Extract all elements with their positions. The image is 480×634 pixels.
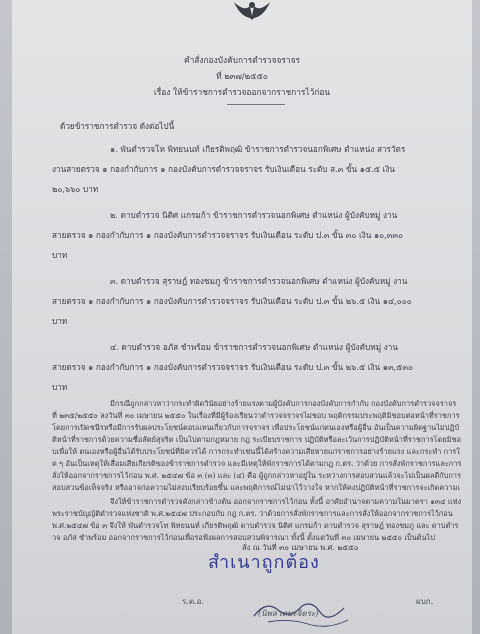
signature-name: (นิพล เตมะจิตระ) [258, 609, 319, 618]
rank-left: ร.ต.อ. [182, 597, 204, 606]
position-right: ผบก. [416, 597, 434, 606]
certified-copy-stamp: สำเนาถูกต้อง [208, 552, 320, 573]
item-3-line1: ๓. ดาบตำรวจ สุราษฎ์ ทองชมภู ข้าราชการตำรวจนอกพิเศษ ตำแหน่ง ผู้บังคับหมู่ งาน [110, 276, 408, 286]
item-4-line3: บาท [52, 382, 68, 392]
item-2-line3: บาท [52, 250, 68, 260]
header-divider [227, 104, 285, 105]
item-1-line3: ๒๐,๖๖๐ บาท [52, 184, 99, 194]
order-number: ที่ ๒๓๗/๒๕๕๐ [216, 71, 268, 81]
paragraph-order: จึงให้ข้าราชการตำรวจดังกล่าวข้างต้น ออกจากราชการไว้ก่อน ทั้งนี้ อาศัยอำนาจตามความในมาตรา ๑๓๔ แห่งพระราชบัญญัติตำรวจแห่งชาติ พ.ศ.๒๕๔๗ ประกอบกับ กฎ ก.ตร. ว่าด้วยการสั่งพักราชการและการสั่งให้ออกจากราชการไว้ก่อน พ.ศ.๒๕๔๗ ข้อ ๓ จึงให้ พันตำรวจโท พิทยนนท์ เกียรติพฤฒิ ดาบตำรวจ นิติศ แกรมก้า ดาบตำรวจ สุราษฎ์ ทองชมภู และ ดาบตำรวจ อภัส ชำพร้อม ออกจากราชการไว้ก่อนเพื่อรอฟังผลการสอบสวนพิจารณา ทั้งนี้ ตั้งแต่วันที่ ๓๐ เมษายน ๒๕๕๐ เป็นต้นไป [52, 497, 462, 542]
item-4-line2: สายตรวจ ๑ กองกำกับการ ๑ กองบังคับการตำรวจจราจร รับเงินเดือน ระดับ ป.๓ ขั้น ๒๖.๕ เงิน ๑๓,๕๓๐ [52, 362, 413, 372]
order-subject: เรื่อง ให้ข้าราชการตำรวจออกจากราชการไว้ก่อน [153, 87, 331, 97]
item-2-line2: สายตรวจ ๑ กองกำกับการ ๑ กองบังคับการตำรวจจราจร รับเงินเดือน ระดับ ป.๓ ขั้น ๓๐ เงิน ๑๐,๓๓๐ [52, 230, 403, 240]
item-1-line1: ๑. พันตำรวจโท พิทยนนท์ เกียรติพฤฒิ ข้าราชการตำรวจนอกพิเศษ ตำแหน่ง สารวัตร [110, 144, 406, 154]
intro-text: ด้วยข้าราชการตำรวจ ดังต่อไปนี้ [60, 121, 175, 131]
date-line: สั่ง ณ วันที่ ๓๐ เมษายน พ.ศ. ๒๕๕๐ [242, 543, 359, 552]
paragraph-allegation: มีกรณีถูกกล่าวหาว่ากระทำผิดวินัยอย่างร้ายแรงตามผู้บังคับการกองบังคับการกำกับ กองบังคับการตำรวจจราจร ที่ ๒๓๕/๒๕๕๐ ลงวันที่ ๓๐ เมษายน ๒๕๕๐ ในเรื่องที่มีผู้ร้องเรียนว่าตำรวจจราจรไม่ชอบ พฤติกรรมประพฤติมิชอบต่อหน้าที่ราชการโดยการเปิดชนีรหรือมีการรับผลประโยชน์ตอบแทนเกี่ยวกับการจราจร เพื่อประโยชน์แก่ตนเองหรือผู้อื่น อันเป็นความผิดฐานไม่ปฏิบัติหน้าที่ราชการด้วยความซื่อสัตย์สุจริต เป็นไปตามกฎหมาย กฎ ระเบียบราชการ ปฏิบัติหรือละเว้นการปฏิบัติหน้าที่ราชการโดยมิชอบเพื่อให้ ตนเองหรือผู้อื่นได้รับประโยชน์ที่มิควรได้ การกระทำเช่นนี้ได้สร้างความเสียหายแก่ราชการอย่างร้ายแรง และกระทำ การใด ๆ อันเป็นเหตุให้เสื่อมเสียเกียรติของข้าราชการตำรวจ และมีเหตุให้พักราชการได้ตามกฎ ก.ตร. ว่าด้วย การสั่งพักราชการและการสั่งให้ออกจากราชการไว้ก่อน พ.ศ. ๒๕๔๗ ข้อ ๓ (๓) และ (๔) คือ ผู้ถูกกล่าวหาอยู่ใน ระหว่างการสอบสวนแล้วจะไม่เป็นผลดีกับการสอบสวนข้อเท็จจริง หรืออาจก่อความไม่สงบเรียบร้อยขึ้น และพฤติการณ์ไม่น่าไว้วางใจ หากให้คงปฏิบัติหน้าที่ราชการจะเกิดความเ [52, 399, 462, 492]
item-3-line2: สายตรวจ ๑ กองกำกับการ ๑ กองบังคับการตำรวจจราจร รับเงินเดือน ระดับ ป.๓ ขั้น ๒๖.๕ เงิน ๑๔,๐๐๐ [52, 296, 412, 306]
item-2-line1: ๒. ดาบตำรวจ นิติศ แกรมก้า ข้าราชการตำรวจนอกพิเศษ ตำแหน่ง ผู้บังคับหมู่ งาน [110, 210, 398, 220]
item-3-line3: บาท [52, 316, 68, 326]
document-page [12, 0, 472, 634]
garuda-emblem-icon [230, 0, 274, 20]
order-title: คำสั่งกองบังคับการตำรวจจราจร [183, 55, 301, 65]
item-1-line2: งานสายตรวจ ๑ กองกำกับการ ๑ กองบังคับการตำรวจจราจร รับเงินเดือน ระดับ ส.๓ ขั้น ๑๕.๕ เงิน [52, 164, 395, 174]
item-4-line1: ๔. ดาบตำรวจ อภัส ชำพร้อม ข้าราชการตำรวจนอกพิเศษ ตำแหน่ง ผู้บังคับหมู่ งาน [110, 342, 398, 352]
